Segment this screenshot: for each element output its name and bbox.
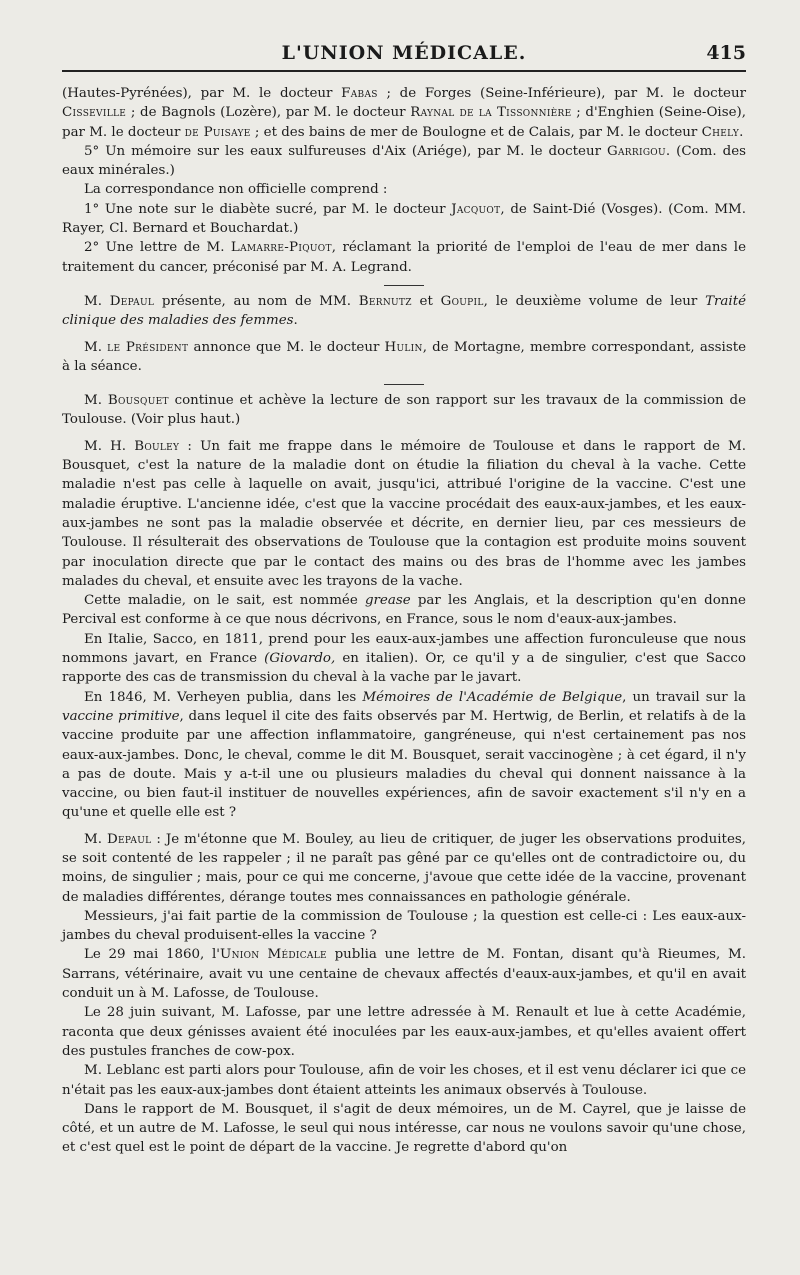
text-run: . (Com. des eaux minérales.) (62, 143, 746, 179)
text-run: : Je m'étonne que M. Bouley, au lieu de critiquer, de juger les observations produites, se soit contenté de les rappeler ; il ne paraît pas gêné par ce qu'elles ont de contradictoire ou, du moins, de singulier ; mais, pour ce qui me concerne, j'avoue que cette idée de la vaccine, provenant de maladies différentes, dérange toutes mes connaissances en pathologie générale. (62, 831, 746, 905)
name-smallcaps: Hulin (384, 339, 423, 355)
name-smallcaps: Cisseville (62, 105, 127, 121)
text-run: Le 28 juin suivant, M. Lafosse, par une lettre adressée à M. Renault et lue à cette Académie, raconta que deux génisses avaient été inoculées par les eaux-aux-jambes, et qu'elles avaient offert des pustules franches de cow-pox. (62, 1005, 746, 1059)
text-run: et (411, 293, 441, 309)
paragraph (62, 292, 746, 331)
text-run: Le 29 mai 1860, l' (84, 947, 220, 963)
section-separator (384, 384, 424, 385)
page-header (62, 36, 746, 72)
text-run: M. H. (84, 438, 135, 454)
name-smallcaps: Garrigou (607, 143, 666, 159)
paragraph (62, 1003, 746, 1061)
text-run: , le deuxième volume de leur (483, 293, 706, 309)
text-run: (Hautes-Pyrénées), par M. le docteur (62, 86, 342, 101)
text-run: En Italie, Sacco, en 1811, prend pour les eaux-aux-jambes une affection furonculeuse que nous nommons javart, en France (62, 631, 746, 667)
paragraph (62, 238, 746, 277)
italic-text: vaccine primitive (62, 708, 180, 724)
text-run: , de Saint-Dié (Vosges). (Com. MM. Rayer, Cl. Bernard et Bouchardat.) (62, 201, 746, 237)
text-run: : Un fait me frappe dans le mémoire de Toulouse et dans le rapport de M. Bousquet, c'est la nature de la maladie dont on étudie la filiation du cheval à la vache. Cette maladie n'est pas celle à laquelle on avait, jusqu'ici, attribué l'origine de la vaccine. C'est une maladie éruptive. L'ancienne idée, c'est que la vaccine procédait des eaux-aux-jambes, et les eaux-aux-jambes ne sont pas la maladie observée et décrite, en dernier lieu, par ces messieurs de Toulouse. Il résulterait des observations de Toulouse que la contagion est produite moins souvent par inoculation directe que par le contact des mains ou des bras de l'homme avec les jambes malades du cheval, et ensuite avec les trayons de la vache. (62, 438, 746, 589)
italic-text: (Giovardo, (264, 651, 336, 667)
text-run: , de Mortagne, membre correspondant, assiste à la séance. (62, 339, 747, 374)
paragraph (62, 1061, 746, 1100)
text-run: en italien). Or, ce qu'il y a de singulier, c'est que Sacco rapporte des cas de transmission du cheval à la vache par le javart. (62, 651, 746, 686)
paragraph (62, 180, 746, 199)
text-run: ; de Bagnols (Lozère), par M. le docteur (126, 105, 411, 121)
paragraph (62, 688, 746, 823)
paragraph (62, 338, 746, 377)
italic-text: grease (364, 593, 411, 609)
article-body (62, 84, 746, 1158)
paragraph (62, 591, 746, 630)
paragraph (62, 84, 746, 142)
name-smallcaps: Jacquot (451, 201, 501, 217)
text-run: M. (84, 831, 107, 847)
paragraph (62, 630, 746, 688)
paragraph (62, 907, 746, 946)
page-number: 415 (706, 42, 746, 64)
name-smallcaps: Lamarre-Piquot (230, 240, 332, 256)
name-smallcaps: Bouley (134, 438, 180, 454)
paragraph (62, 391, 746, 430)
text-run: par les Anglais, et la description qu'en donne Percival est conforme à ce que nous décrivons, en France, sous le nom d'eaux-aux-jambes. (62, 593, 746, 628)
paragraph (62, 830, 746, 907)
paragraph (62, 1100, 746, 1158)
name-smallcaps: Bousquet (107, 393, 169, 409)
name-smallcaps: Union Médicale (220, 947, 327, 963)
paragraph (62, 437, 746, 591)
name-smallcaps: Goupil (440, 293, 484, 309)
text-run: continue et achève la lecture de son rapport sur les travaux de la commission de Toulouse. (Voir plus haut.) (62, 393, 746, 428)
text-run: , un travail sur la (622, 689, 746, 705)
italic-text: Mémoires de l'Académie de Belgique (362, 689, 623, 705)
section-separator (384, 285, 424, 286)
text-run: En 1846, M. Verheyen publia, dans les (84, 689, 363, 705)
text-run: M. Leblanc est parti alors pour Toulouse, afin de voir les choses, et il est venu déclarer ici que ce n'était pas les eaux-aux-jambes dont étaient atteints les animaux observés à Toulouse. (62, 1063, 746, 1098)
paragraph (62, 142, 746, 181)
name-smallcaps: Raynal de la Tissonnière (410, 105, 572, 121)
text-run: , réclamant la priorité de l'emploi de l'eau de mer dans le traitement du cancer, préconisé par M. A. Legrand. (62, 240, 746, 275)
name-smallcaps: Bernutz (358, 293, 412, 309)
name-smallcaps: Fabas (341, 86, 378, 101)
name-smallcaps: Depaul (109, 293, 155, 309)
name-smallcaps: de Puisaye (184, 124, 251, 140)
text-run: ; de Forges (Seine-Inférieure), par M. le docteur (377, 86, 746, 101)
running-title: L'UNION MÉDICALE. (281, 42, 527, 64)
text-run: 5° Un mémoire sur les eaux sulfureuses d'Aix (Ariége), par M. le docteur (84, 143, 608, 159)
text-run: La correspondance non officielle comprend : (84, 182, 388, 198)
text-run: présente, au nom de MM. (154, 293, 359, 309)
text-run: Dans le rapport de M. Bousquet, il s'agit de deux mémoires, un de M. Cayrel, que je laisse de côté, et un autre de M. Lafosse, le seul qui nous intéresse, car nous ne voulons savoir qu'une chose, et c'est quel est le point de départ de la vaccine. Je regrette d'abord qu'on (62, 1101, 746, 1156)
text-run: M. (84, 393, 108, 409)
paragraph (62, 200, 746, 239)
text-run: publia une lettre de M. Fontan, disant qu'à Rieumes, M. Sarrans, vétérinaire, avait vu une centaine de chevaux affectés d'eaux-aux-jambes, et qu'il en avait conduit un à M. Lafosse, de Toulouse. (62, 947, 746, 1002)
text-run: . (293, 313, 298, 329)
text-run: annonce que M. le docteur (188, 339, 385, 355)
text-run: ; et des bains de mer de Boulogne et de Calais, par M. le docteur (250, 124, 702, 140)
text-run: Messieurs, j'ai fait partie de la commission de Toulouse ; la question est celle-ci : Les eaux-aux-jambes du cheval produisent-elles la vaccine ? (62, 908, 746, 944)
text-run: M. (84, 339, 108, 355)
text-run: , dans lequel il cite des faits observés par M. Hertwig, de Berlin, et relatifs à de la vaccine produite par une affection inflammatoire, gangréneuse, qui n'est certainement pas nos eaux-aux-jambes. Donc, le cheval, comme le dit M. Bousquet, serait vaccinogène ; à cet égard, il n'y a pas de doute. Mais y a-t-il une ou plusieurs maladies du cheval qui donnent naissance à la vaccine, ou bien faut-il instituer de nouvelles expériences, afin de savoir exactement s'il n'y en a qu'une et quelle elle est ? (62, 708, 747, 821)
text-run: M. (84, 293, 110, 309)
paragraph (62, 945, 746, 1003)
text-run: Cette maladie, on le sait, est nommée (84, 593, 365, 609)
text-run: 1° Une note sur le diabète sucré, par M. le docteur (84, 201, 452, 217)
text-run: . (739, 124, 744, 140)
name-smallcaps: Chely (701, 124, 740, 140)
name-smallcaps: le Président (107, 339, 189, 355)
name-smallcaps: Depaul (106, 831, 152, 847)
italic-text: Traité clinique des maladies des femmes (62, 293, 746, 329)
text-run: ; d'Enghien (Seine-Oise), par M. le docteur (62, 105, 746, 140)
text-run: 2° Une lettre de M. (84, 240, 231, 256)
